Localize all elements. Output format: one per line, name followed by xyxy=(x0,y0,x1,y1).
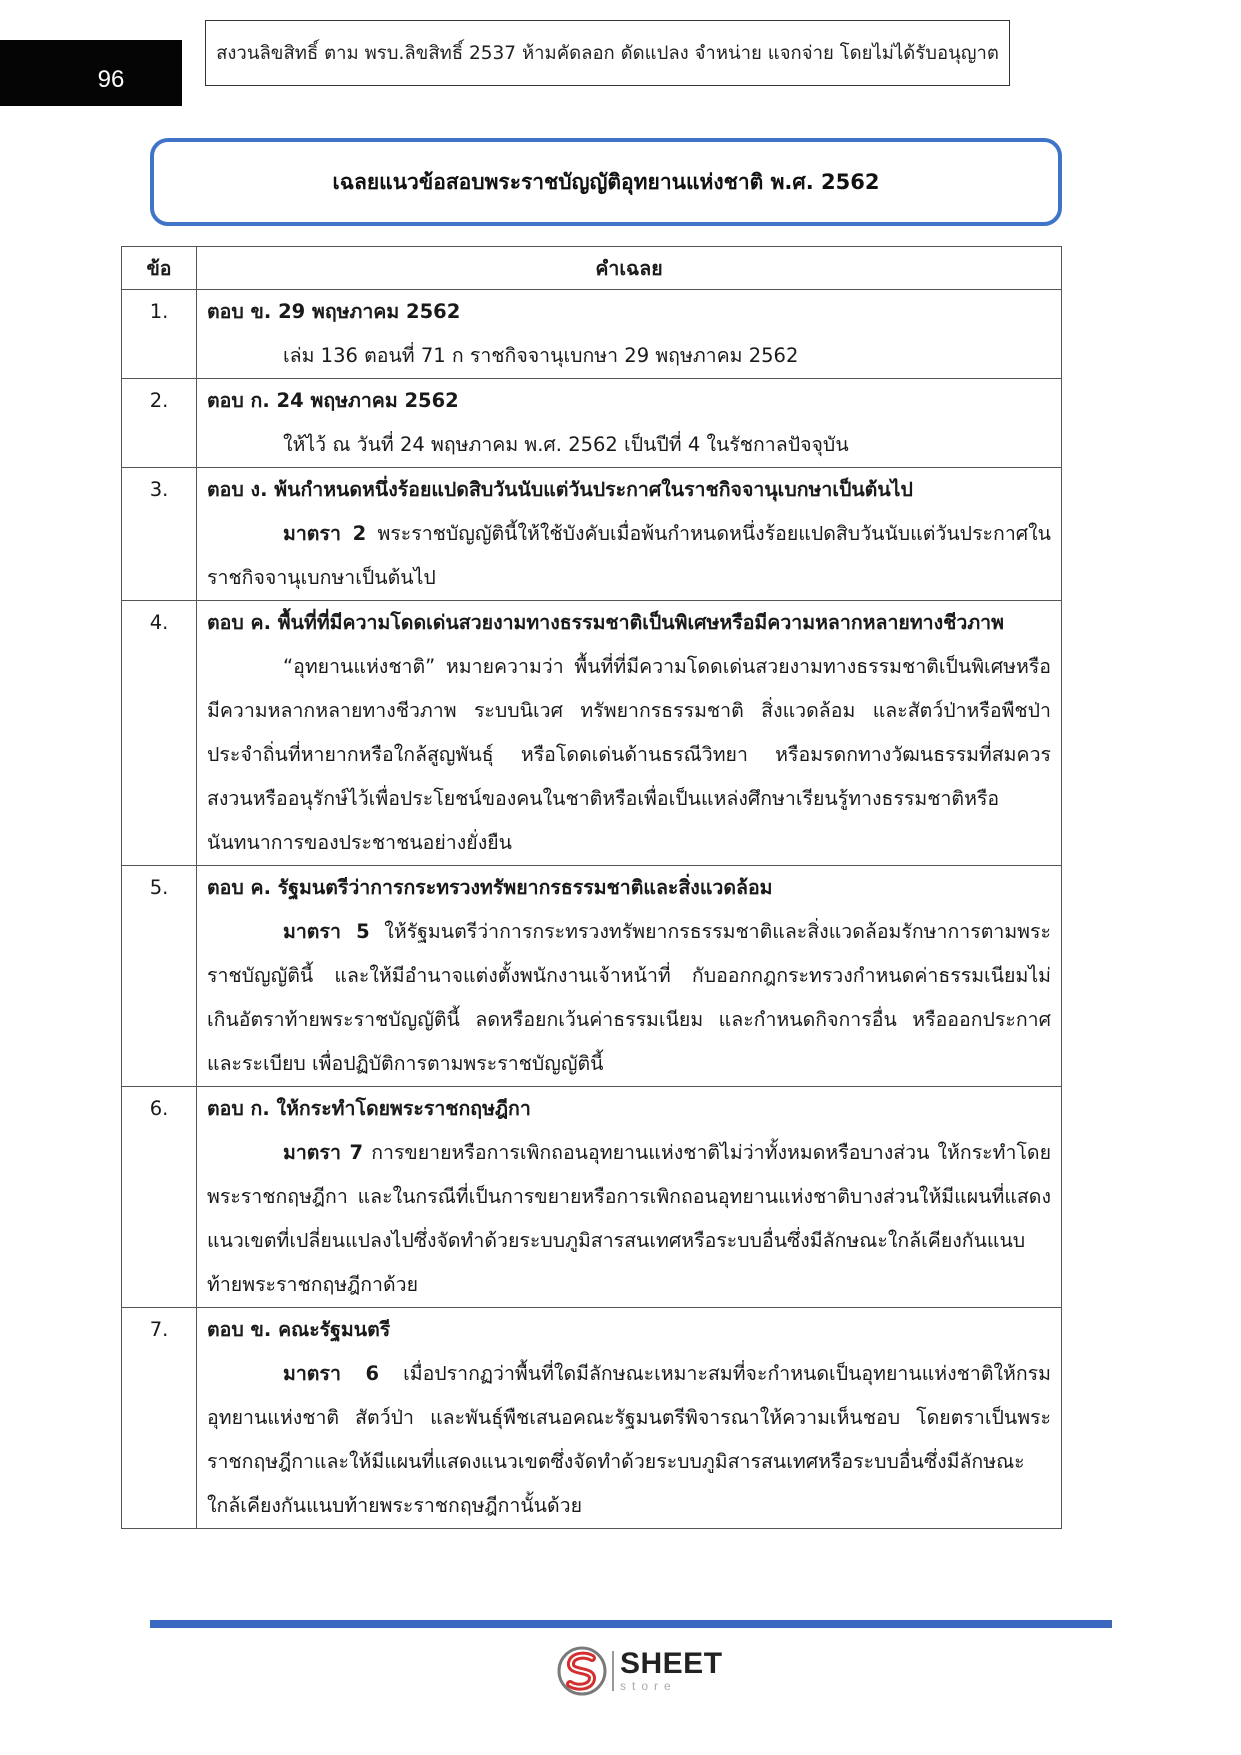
column-header-answer: คำเฉลย xyxy=(197,247,1062,290)
section-reference: มาตรา 7 xyxy=(283,1141,364,1164)
question-number: 1. xyxy=(122,290,197,379)
section-reference: มาตรา 5 xyxy=(283,920,370,943)
question-number: 3. xyxy=(122,468,197,601)
question-number: 5. xyxy=(122,866,197,1087)
answer-choice: ตอบ ก. 24 พฤษภาคม 2562 xyxy=(207,389,459,412)
question-number: 4. xyxy=(122,601,197,866)
section-reference: มาตรา 6 xyxy=(283,1362,380,1385)
explanation-text: พระราชบัญญัตินี้ให้ใช้บังคับเมื่อพ้นกำหนดหนึ่งร้อยแปดสิบวันนับแต่วันประกาศในราชกิจจานุเบกษาเป็นต้นไป xyxy=(207,522,1051,589)
column-header-number: ข้อ xyxy=(122,247,197,290)
copyright-notice: สงวนลิขสิทธิ์ ตาม พรบ.ลิขสิทธิ์ 2537 ห้ามคัดลอก ดัดแปลง จำหน่าย แจกจ่าย โดยไม่ได้รับอนุญาต xyxy=(205,20,1010,86)
table-row xyxy=(122,1308,1062,1529)
table-row xyxy=(122,866,1062,1087)
answer-choice: ตอบ ง. พ้นกำหนดหนึ่งร้อยแปดสิบวันนับแต่วันประกาศในราชกิจจานุเบกษาเป็นต้นไป xyxy=(207,478,913,501)
answer-cell xyxy=(197,468,1062,601)
answer-choice: ตอบ ค. พื้นที่ที่มีความโดดเด่นสวยงามทางธรรมชาติเป็นพิเศษหรือมีความหลากหลายทางชีวภาพ xyxy=(207,611,1004,634)
question-number: 6. xyxy=(122,1087,197,1308)
answer-choice: ตอบ ก. ให้กระทำโดยพระราชกฤษฎีกา xyxy=(207,1097,531,1120)
explanation-text: เมื่อปรากฏว่าพื้นที่ใดมีลักษณะเหมาะสมที่จะกำหนดเป็นอุทยานแห่งชาติให้กรมอุทยานแห่งชาติ สัตว์ป่า และพันธุ์พืชเสนอคณะรัฐมนตรีพิจารณาให้ความเห็นชอบ โดยตราเป็นพระราชกฤษฎีกาและให้มีแผนที่แสดงแนวเขตซึ่งจัดทำด้วยระบบภูมิสารสนเทศหรือระบบอื่นซึ่งมีลักษณะใกล้เคียงกันแนบท้ายพระราชกฤษฎีกานั้นด้วย xyxy=(207,1362,1052,1517)
answer-cell xyxy=(197,1308,1062,1529)
explanation-text: “อุทยานแห่งชาติ” หมายความว่า พื้นที่ที่มีความโดดเด่นสวยงามทางธรรมชาติเป็นพิเศษหรือมีความหลากหลายทางชีวภาพ ระบบนิเวศ ทรัพยากรธรรมชาติ สิ่งแวดล้อม และสัตว์ป่าหรือพืชป่าประจำถิ่นที่หายากหรือใกล้สูญพันธุ์ หรือโดดเด่นด้านธรณีวิทยา หรือมรดกทางวัฒนธรรมที่สมควรสงวนหรืออนุรักษ์ไว้เพื่อประโยชน์ของคนในชาติหรือเพื่อเป็นแหล่งศึกษาเรียนรู้ทางธรรมชาติหรือนันทนาการของประชาชนอย่างยั่งยืน xyxy=(207,655,1051,854)
answer-choice: ตอบ ข. คณะรัฐมนตรี xyxy=(207,1318,391,1341)
answer-explanation xyxy=(207,645,1051,865)
page-number: 96 xyxy=(0,40,182,106)
page-title: เฉลยแนวข้อสอบพระราชบัญญัติอุทยานแห่งชาติ พ.ศ. 2562 xyxy=(150,138,1062,226)
table-row xyxy=(122,290,1062,379)
question-number: 2. xyxy=(122,379,197,468)
answer-explanation xyxy=(207,512,1051,600)
answer-explanation xyxy=(207,1352,1051,1528)
answer-cell xyxy=(197,866,1062,1087)
table-row xyxy=(122,379,1062,468)
table-row xyxy=(122,1087,1062,1308)
answer-explanation xyxy=(207,1131,1051,1307)
explanation-text: การขยายหรือการเพิกถอนอุทยานแห่งชาติไม่ว่าทั้งหมดหรือบางส่วน ให้กระทำโดยพระราชกฤษฎีกา และในกรณีที่เป็นการขยายหรือการเพิกถอนอุทยานแห่งชาติบางส่วนให้มีแผนที่แสดงแนวเขตที่เปลี่ยนแปลงไปซึ่งจัดทำด้วยระบบภูมิสารสนเทศหรือระบบอื่นซึ่งมีลักษณะใกล้เคียงกันแนบท้ายพระราชกฤษฎีกาด้วย xyxy=(207,1141,1052,1296)
table-row xyxy=(122,601,1062,866)
explanation-text: ให้ไว้ ณ วันที่ 24 พฤษภาคม พ.ศ. 2562 เป็นปีที่ 4 ในรัชกาลปัจจุบัน xyxy=(283,433,849,456)
sheet-store-logo xyxy=(556,1643,726,1698)
table-header-row xyxy=(122,247,1062,290)
logo-divider xyxy=(612,1651,614,1691)
explanation-text: ให้รัฐมนตรีว่าการกระทรวงทรัพยากรธรรมชาติและสิ่งแวดล้อมรักษาการตามพระราชบัญญัตินี้ และให้มีอำนาจแต่งตั้งพนักงานเจ้าหน้าที่ กับออกกฎกระทรวงกำหนดค่าธรรมเนียมไม่เกินอัตราท้ายพระราชบัญญัตินี้ ลดหรือยกเว้นค่าธรรมเนียม และกำหนดกิจการอื่น หรือออกประกาศและระเบียบ เพื่อปฏิบัติการตามพระราชบัญญัตินี้ xyxy=(207,920,1051,1075)
logo-wordmark xyxy=(620,1649,723,1692)
footer-divider xyxy=(150,1620,1112,1628)
answer-cell xyxy=(197,1087,1062,1308)
answer-explanation xyxy=(207,910,1051,1086)
logo-main-text: SHEET xyxy=(620,1647,723,1680)
answer-explanation xyxy=(207,334,1051,378)
answer-explanation xyxy=(207,423,1051,467)
table-row xyxy=(122,468,1062,601)
sheet-store-logo-icon xyxy=(556,1645,608,1697)
answer-cell xyxy=(197,601,1062,866)
logo-sub-text: store xyxy=(620,1679,677,1693)
question-number: 7. xyxy=(122,1308,197,1529)
explanation-text: เล่ม 136 ตอนที่ 71 ก ราชกิจจานุเบกษา 29 พฤษภาคม 2562 xyxy=(283,344,799,367)
answer-cell xyxy=(197,379,1062,468)
answer-choice: ตอบ ค. รัฐมนตรีว่าการกระทรวงทรัพยากรธรรมชาติและสิ่งแวดล้อม xyxy=(207,876,773,899)
answer-cell xyxy=(197,290,1062,379)
section-reference: มาตรา 2 xyxy=(283,522,367,545)
answer-choice: ตอบ ข. 29 พฤษภาคม 2562 xyxy=(207,300,461,323)
answer-table xyxy=(121,246,1062,1529)
